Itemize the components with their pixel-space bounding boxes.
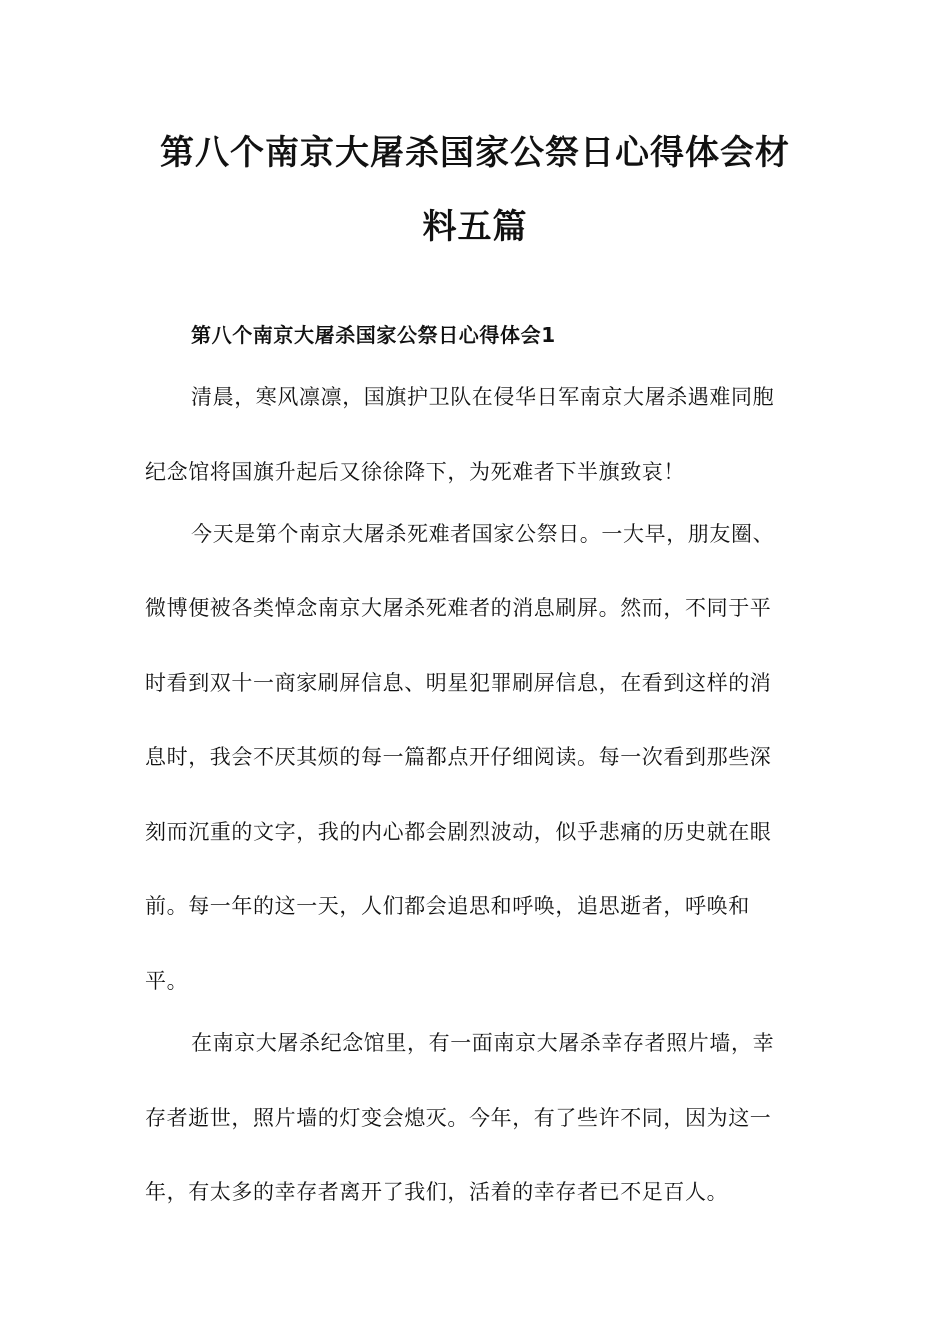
paragraph-line: 年，有太多的幸存者离开了我们，活着的幸存者已不足百人。 <box>145 1180 729 1204</box>
paragraph-line: 时看到双十一商家刷屏信息、明星犯罪刷屏信息，在看到这样的消 <box>145 671 772 695</box>
paragraph-line: 今天是第个南京大屠杀死难者国家公祭日。一大早，朋友圈、 <box>191 522 775 546</box>
paragraph-line: 刻而沉重的文字，我的内心都会剧烈波动，似乎悲痛的历史就在眼 <box>145 820 772 844</box>
document-title-line-2: 料五篇 <box>422 207 528 247</box>
paragraph-line: 息时，我会不厌其烦的每一篇都点开仔细阅读。每一次看到那些深 <box>145 745 772 769</box>
paragraph-line: 微博便被各类悼念南京大屠杀死难者的消息刷屏。然而，不同于平 <box>145 596 772 620</box>
document-title-line-1: 第八个南京大屠杀国家公祭日心得体会材 <box>160 133 790 173</box>
paragraph-line: 清晨，寒风凛凛，国旗护卫队在侵华日军南京大屠杀遇难同胞 <box>191 385 775 409</box>
section-heading: 第八个南京大屠杀国家公祭日心得体会1 <box>191 323 556 347</box>
paragraph-line: 在南京大屠杀纪念馆里，有一面南京大屠杀幸存者照片墙，幸 <box>191 1031 775 1055</box>
paragraph-line: 前。每一年的这一天，人们都会追思和呼唤，追思逝者，呼唤和 <box>145 894 750 918</box>
paragraph-line: 存者逝世，照片墙的灯变会熄灭。今年，有了些许不同，因为这一 <box>145 1106 772 1130</box>
paragraph-line: 平。 <box>145 969 189 993</box>
paragraph-line: 纪念馆将国旗升起后又徐徐降下，为死难者下半旗致哀！ <box>145 460 685 484</box>
